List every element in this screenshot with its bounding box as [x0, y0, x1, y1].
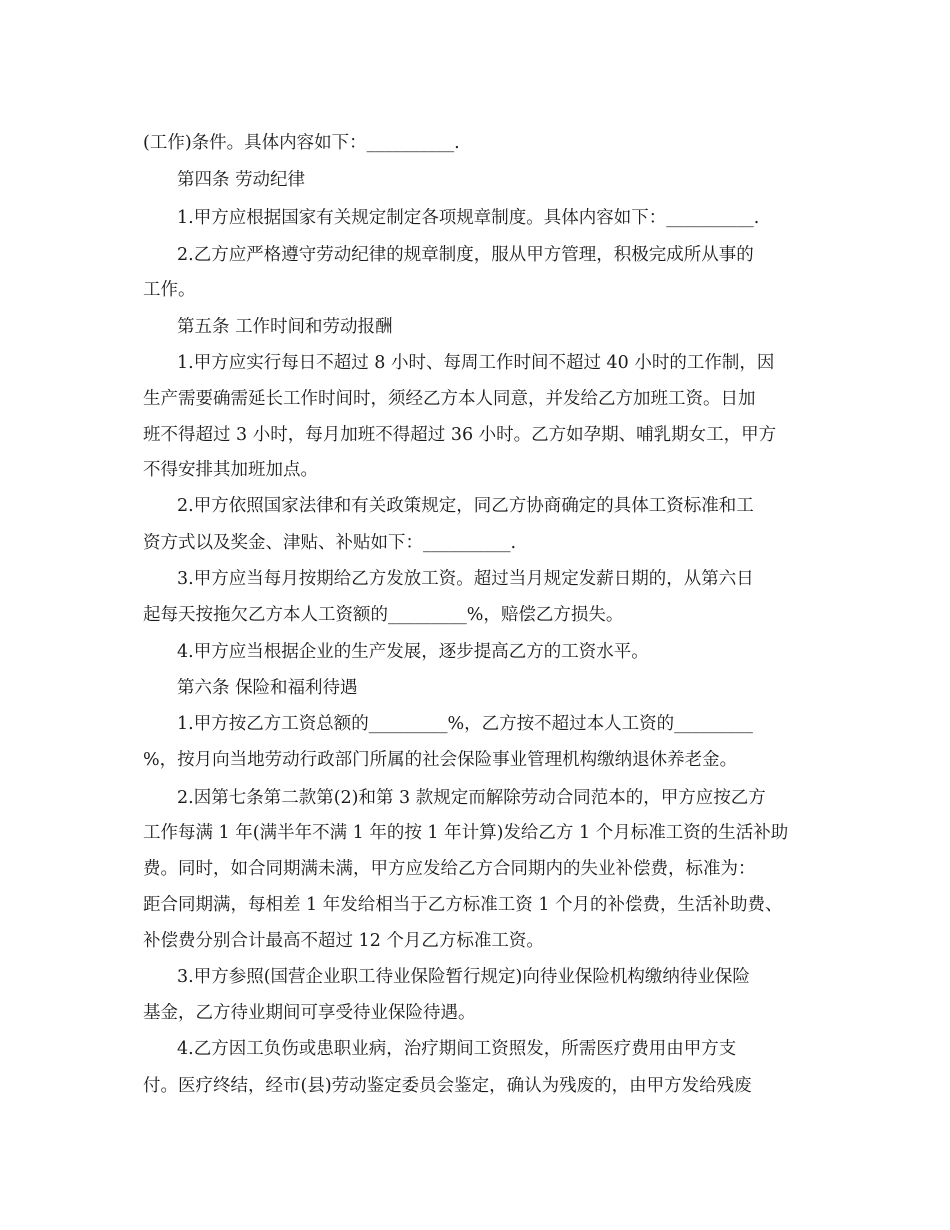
text-line: %，按月向当地劳动行政部门所属的社会保险事业管理机构缴纳退休养老金。 — [143, 750, 738, 770]
text-line: 资方式以及奖金、津贴、补贴如下：__________. — [143, 533, 517, 553]
text-line: 不得安排其加班加点。 — [143, 460, 318, 480]
text-line: 2.因第七条第二款第(2)和第 3 款规定而解除劳动合同范本的，甲方应按乙方 — [177, 788, 766, 808]
text-line: 距合同期满，每相差 1 年发给相当于乙方标准工资 1 个月的补偿费，生活补助费、 — [143, 895, 783, 915]
text-line: 班不得超过 3 小时，每月加班不得超过 36 小时。乙方如孕期、哺乳期女工，甲方 — [143, 425, 777, 445]
text-line: 1.甲方应根据国家有关规定制定各项规章制度。具体内容如下：__________. — [177, 208, 760, 228]
text-line: 2.甲方依照国家法律和有关政策规定，同乙方协商确定的具体工资标准和工 — [177, 496, 754, 516]
text-line: 3.甲方参照(国营企业职工待业保险暂行规定)向待业保险机构缴纳待业保险 — [177, 967, 750, 987]
text-line: 工作每满 1 年(满半年不满 1 年的按 1 年计算)发给乙方 1 个月标准工资的生活补助 — [143, 823, 789, 843]
text-line: 4.甲方应当根据企业的生产发展，逐步提高乙方的工资水平。 — [177, 642, 649, 662]
text-line: (工作)条件。具体内容如下：__________. — [143, 133, 460, 153]
text-line: 工作。 — [143, 280, 196, 300]
text-line: 生产需要确需延长工作时间时，须经乙方本人同意，并发给乙方加班工资。日加 — [143, 389, 756, 409]
section-heading: 第五条 工作时间和劳动报酬 — [177, 317, 393, 337]
text-line: 付。医疗终结，经市(县)劳动鉴定委员会鉴定，确认为残废的，由甲方发给残废 — [143, 1076, 752, 1096]
text-line: 1.甲方按乙方工资总额的_________%，乙方按不超过本人工资的_________ — [177, 714, 753, 734]
text-line: 基金，乙方待业期间可享受待业保险待遇。 — [143, 1003, 476, 1023]
text-line: 3.甲方应当每月按期给乙方发放工资。超过当月规定发薪日期的，从第六日 — [177, 569, 754, 589]
section-heading: 第六条 保险和福利待遇 — [177, 678, 358, 698]
section-heading: 第四条 劳动纪律 — [177, 170, 306, 190]
text-line: 起每天按拖欠乙方本人工资额的_________%，赔偿乙方损失。 — [143, 605, 624, 625]
text-line: 费。同时，如合同期满未满，甲方应发给乙方合同期内的失业补偿费，标准为： — [143, 859, 756, 879]
text-line: 4.乙方因工负伤或患职业病，治疗期间工资照发，所需医疗费用由甲方支 — [177, 1039, 737, 1059]
text-line: 补偿费分别合计最高不超过 12 个月乙方标准工资。 — [143, 931, 544, 951]
text-line: 1.甲方应实行每日不超过 8 小时、每周工作时间不超过 40 小时的工作制，因 — [177, 353, 775, 373]
text-line: 2.乙方应严格遵守劳动纪律的规章制度，服从甲方管理，积极完成所从事的 — [177, 245, 754, 265]
